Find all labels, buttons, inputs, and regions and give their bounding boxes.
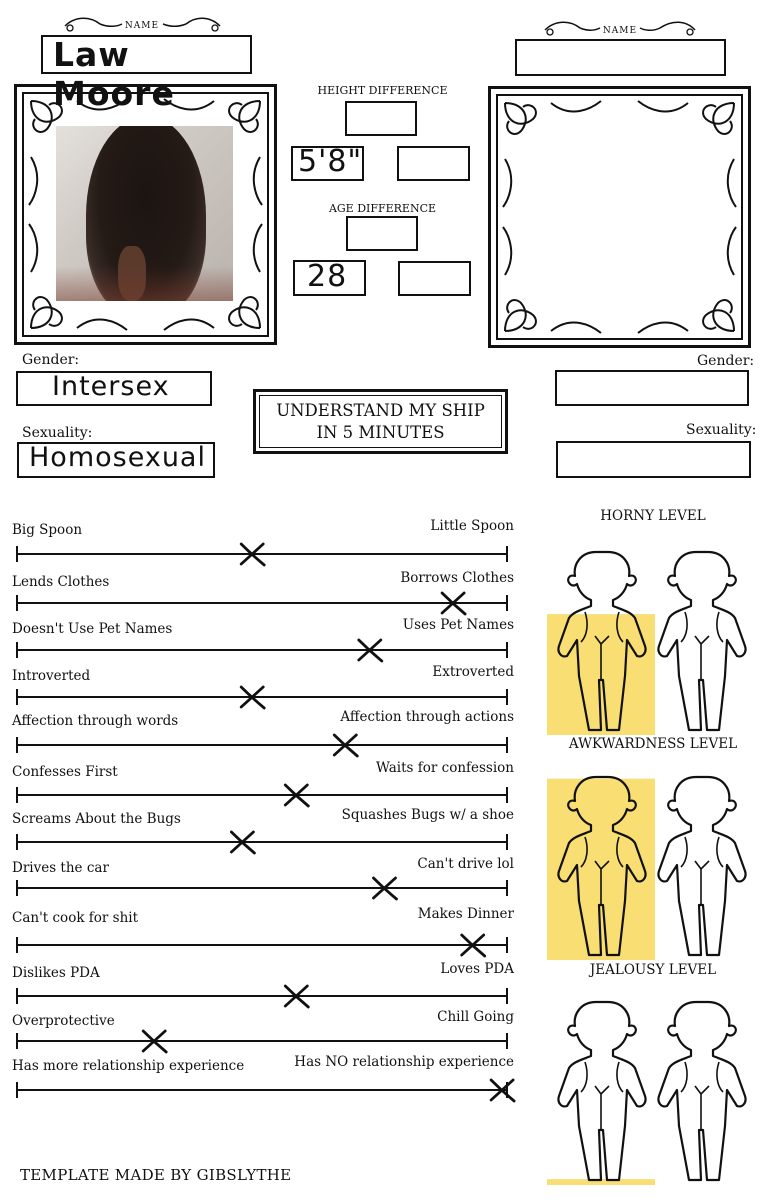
scale-left-label: Lends Clothes (12, 574, 110, 590)
scale-left-label: Overprotective (12, 1013, 115, 1029)
scale-left-label: Affection through words (12, 713, 179, 729)
scale-right-label: Waits for confession (376, 760, 514, 776)
scale-left-label: Can't cook for shit (12, 910, 139, 926)
sexuality-label-right: Sexuality: (686, 422, 757, 438)
character-photo (56, 126, 233, 301)
scale-track (0, 1075, 520, 1105)
person-figure-right-icon (658, 1002, 745, 1180)
age-left-field[interactable] (293, 260, 366, 296)
scale-track (0, 1026, 520, 1056)
level-figures (543, 765, 763, 960)
level-title: AWKWARDNESS LEVEL (568, 736, 738, 752)
scale-right-label: Chill Going (437, 1009, 514, 1025)
scale-track (0, 730, 520, 760)
scale-left-label: Drives the car (12, 860, 109, 876)
scale-right-label: Borrows Clothes (400, 570, 514, 586)
scale-left-label: Has more relationship experience (12, 1058, 245, 1074)
title-line-2: IN 5 MINUTES (316, 423, 445, 442)
age-left-value: 28 (307, 259, 348, 294)
sexuality-field-left[interactable] (17, 442, 215, 478)
ornament-corners-icon (491, 89, 748, 345)
person-figure-right-icon (658, 777, 745, 955)
scale-track (0, 635, 520, 665)
scale-left-label: Doesn't Use Pet Names (12, 621, 173, 637)
footer-credit: TEMPLATE MADE BY GIBSLYTHE (20, 1166, 292, 1184)
scale-right-label: Squashes Bugs w/ a shoe (341, 807, 514, 823)
height-difference-label: HEIGHT DIFFERENCE (317, 84, 448, 97)
scale-left-label: Big Spoon (12, 522, 83, 538)
name-field-left[interactable] (41, 35, 252, 113)
sexuality-field-right[interactable] (556, 441, 751, 478)
title-line-1: UNDERSTAND MY SHIP (276, 401, 485, 420)
portrait-frame-left (14, 84, 277, 345)
sexuality-value-left: Homosexual (29, 442, 206, 473)
level-figures (543, 540, 763, 735)
gender-label-right: Gender: (697, 353, 755, 369)
height-left-value: 5'8" (298, 144, 363, 179)
scale-right-label: Extroverted (432, 664, 514, 680)
scale-right-label: Little Spoon (430, 518, 514, 534)
height-left-field[interactable] (291, 146, 364, 181)
gender-field-right[interactable] (555, 370, 749, 406)
level-title: HORNY LEVEL (600, 508, 706, 524)
name-field-right[interactable] (515, 39, 726, 76)
height-right-field[interactable] (397, 146, 470, 181)
scale-track (0, 930, 520, 960)
portrait-frame-right (488, 86, 751, 348)
level-title: JEALOUSY LEVEL (589, 962, 717, 978)
sexuality-label-left: Sexuality: (22, 425, 93, 441)
name-caption-right: NAME (602, 26, 638, 36)
scale-right-label: Can't drive lol (417, 856, 514, 872)
age-right-field[interactable] (398, 261, 471, 296)
scale-track (0, 981, 520, 1011)
scale-track (0, 827, 520, 857)
scale-track (0, 873, 520, 903)
scale-left-label: Dislikes PDA (12, 965, 100, 981)
scale-track (0, 780, 520, 810)
scale-right-label: Affection through actions (340, 709, 514, 725)
scale-track (0, 539, 520, 569)
scale-track (0, 588, 520, 618)
gender-value-left: Intersex (52, 371, 170, 402)
scale-right-label: Loves PDA (440, 961, 514, 977)
scale-left-label: Confesses First (12, 764, 118, 780)
name-value-left: Law Moore (53, 35, 175, 113)
scale-left-label: Screams About the Bugs (12, 811, 181, 827)
gender-label-left: Gender: (22, 352, 80, 368)
scale-right-label: Uses Pet Names (402, 617, 514, 633)
age-difference-label: AGE DIFFERENCE (328, 202, 437, 215)
scale-left-label: Introverted (12, 668, 91, 684)
level-figures (543, 990, 763, 1185)
person-figure-left-icon (558, 1002, 645, 1180)
name-caption-left: NAME (124, 21, 160, 31)
age-difference-field[interactable] (346, 216, 418, 251)
scale-track (0, 682, 520, 712)
title-box (253, 389, 508, 454)
height-difference-field[interactable] (345, 101, 417, 136)
scale-right-label: Makes Dinner (417, 906, 514, 922)
gender-field-left[interactable] (16, 371, 212, 406)
person-figure-right-icon (658, 552, 745, 730)
scale-right-label: Has NO relationship experience (294, 1054, 514, 1070)
